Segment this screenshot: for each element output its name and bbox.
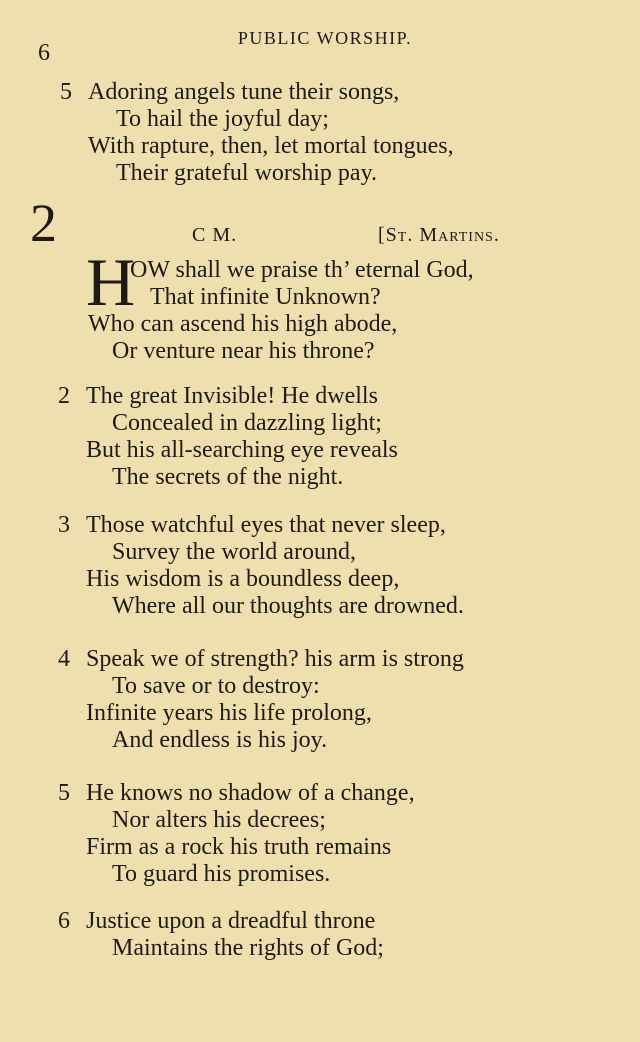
verse-line: Nor alters his decrees;	[112, 807, 326, 833]
verse-line: With rapture, then, let mortal tongues,	[88, 133, 454, 159]
drop-cap: H	[86, 244, 136, 320]
page-number: 6	[38, 40, 50, 66]
verse-line: To hail the joyful day;	[116, 106, 329, 132]
verse-line: The secrets of the night.	[112, 464, 344, 490]
verse-number: 5	[58, 780, 70, 806]
verse-line: OW shall we praise th’ eternal God,	[130, 257, 474, 283]
verse-line: Speak we of strength? his arm is strong	[86, 646, 464, 672]
verse-line: The great Invisible! He dwells	[86, 383, 378, 409]
verse-line: Infinite years his life prolong,	[86, 700, 372, 726]
verse-line: To save or to destroy:	[112, 673, 320, 699]
verse-line: Where all our thoughts are drowned.	[112, 593, 464, 619]
verse-line: Maintains the rights of God;	[112, 935, 384, 961]
verse-line: Survey the world around,	[112, 539, 356, 565]
verse-line: His wisdom is a boundless deep,	[86, 566, 400, 592]
verse-line: He knows no shadow of a change,	[86, 780, 415, 806]
hymn-meter: C M.	[192, 224, 238, 246]
verse-line: Those watchful eyes that never sleep,	[86, 512, 446, 538]
verse-number: 4	[58, 646, 70, 672]
hymn-number: 2	[30, 193, 57, 253]
verse-line: Adoring angels tune their songs,	[88, 79, 400, 105]
verse-line: Justice upon a dreadful throne	[86, 908, 376, 934]
verse-line: And endless is his joy.	[112, 727, 328, 753]
hymn-tune: [St. Martins.	[378, 224, 500, 246]
verse-line: To guard his promises.	[112, 861, 331, 887]
verse-line: That infinite Unknown?	[150, 284, 381, 310]
verse-line: Their grateful worship pay.	[116, 160, 378, 186]
verse-number: 5	[60, 79, 72, 105]
running-head: PUBLIC WORSHIP.	[237, 28, 413, 48]
verse-line: But his all-searching eye reveals	[86, 437, 398, 463]
verse-line: Concealed in dazzling light;	[112, 410, 382, 436]
verse-number: 3	[58, 512, 70, 538]
verse-number: 6	[58, 908, 70, 934]
verse-line: Firm as a rock his truth remains	[86, 834, 392, 860]
verse-number: 2	[58, 383, 70, 409]
verse-line: Who can ascend his high abode,	[88, 311, 398, 337]
verse-line: Or venture near his throne?	[112, 338, 375, 364]
